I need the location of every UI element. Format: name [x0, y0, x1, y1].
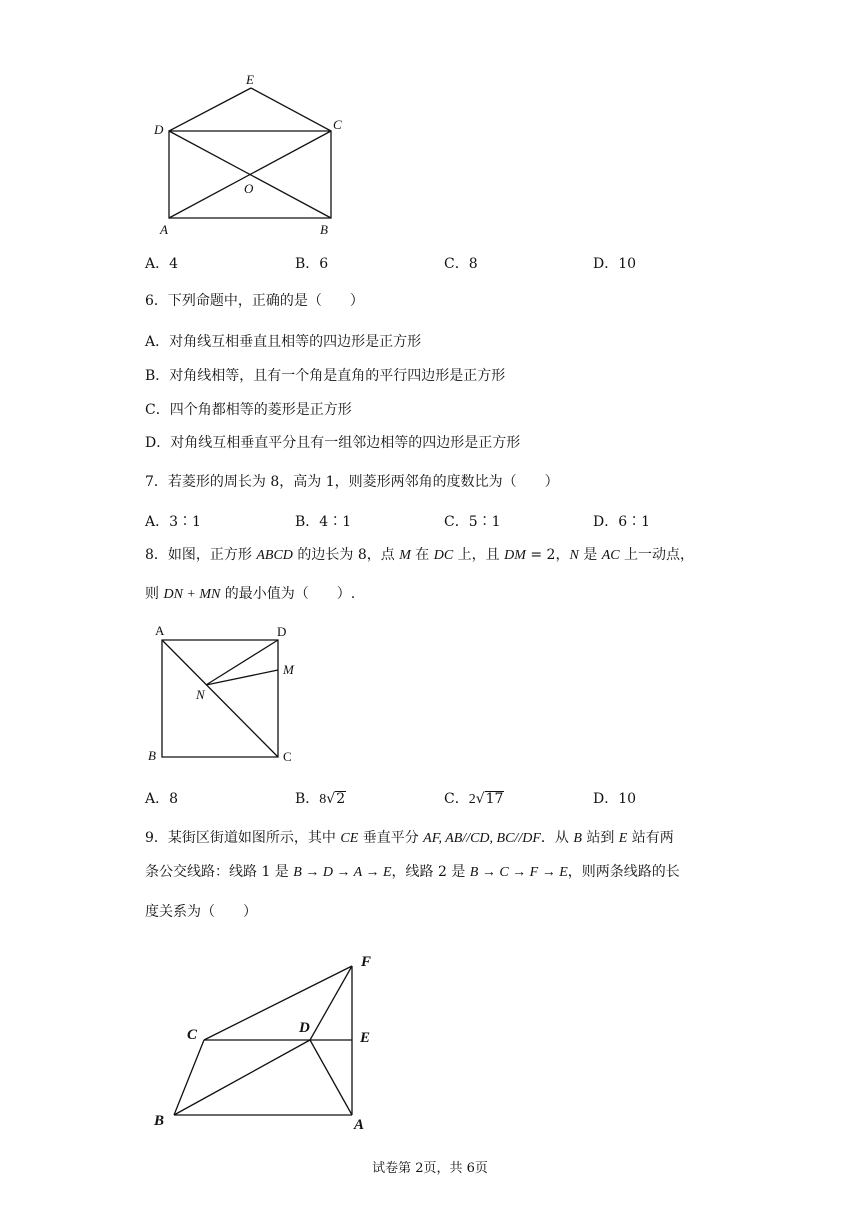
sq-label-n: N	[196, 687, 205, 702]
q9-stem-line3: 度关系为（ ）	[145, 904, 257, 920]
sq-label-m: M	[283, 662, 294, 677]
q5-option-c[interactable]: C．8	[444, 256, 478, 272]
q8-stem-line1: 8．如图，正方形 ABCD 的边长为 8，点 M 在 DC 上，且 DM = 2，N 是 AC 上一动点，	[145, 547, 695, 563]
q6-option-c[interactable]: C．四个角都相等的菱形是正方形	[145, 402, 352, 418]
q5-option-a[interactable]: A．4	[145, 256, 179, 272]
st-label-c: C	[187, 1027, 198, 1043]
q7-option-c[interactable]: C．5∶1	[444, 514, 501, 530]
q5-option-d[interactable]: D．10	[593, 256, 637, 272]
segment-cf	[204, 966, 352, 1040]
st-label-d: D	[299, 1020, 310, 1036]
q7-stem: 7．若菱形的周长为 8，高为 1，则菱形两邻角的度数比为（ ）	[145, 474, 559, 490]
q6-option-d[interactable]: D．对角线互相垂直平分且有一组邻边相等的四边形是正方形	[145, 435, 521, 451]
sqrt-icon: √	[475, 791, 485, 807]
q8-stem-line2: 则 DN + MN 的最小值为（ ）.	[145, 586, 356, 602]
sqrt-icon: √	[326, 791, 336, 807]
label-d: D	[154, 122, 164, 137]
label-e: E	[246, 72, 254, 87]
q9-stem-line1: 9．某街区街道如图所示，其中 CE 垂直平分 AF, AB//CD, BC//DF．从 B 站到 E 站有两	[145, 830, 674, 846]
segment-da	[310, 1040, 352, 1115]
q5-option-b[interactable]: B．6	[295, 256, 329, 272]
page-footer: 试卷第 2页，共 6页	[372, 1161, 488, 1176]
q7-option-d[interactable]: D．6∶1	[593, 514, 651, 530]
q9-stem-line2: 条公交线路：线路 1 是 B → D → A → E，线路 2 是 B → C → F → E，则两条线路的长	[145, 864, 680, 880]
label-a: A	[160, 222, 168, 237]
sq-label-c: C	[283, 749, 292, 764]
q8-option-b[interactable]: B．8√2	[295, 791, 346, 807]
q6-stem: 6．下列命题中，正确的是（ ）	[145, 293, 364, 309]
segment-bd	[174, 1040, 310, 1115]
q6-option-b[interactable]: B．对角线相等，且有一个角是直角的平行四边形是正方形	[145, 368, 506, 384]
q8-option-a[interactable]: A．8	[145, 791, 179, 807]
q8-option-c[interactable]: C．2√17	[444, 791, 504, 807]
label-b: B	[320, 222, 328, 237]
st-label-a: A	[354, 1117, 365, 1133]
sq-label-a: A	[155, 623, 165, 638]
st-label-b: B	[154, 1113, 165, 1129]
st-label-e: E	[360, 1030, 371, 1046]
label-o: O	[244, 181, 254, 196]
q7-option-b[interactable]: B．4∶1	[295, 514, 352, 530]
sq-label-d: D	[277, 624, 287, 639]
segment-cb	[174, 1040, 204, 1115]
label-c: C	[333, 117, 342, 132]
q7-option-a[interactable]: A．3∶1	[145, 514, 201, 530]
q6-option-a[interactable]: A．对角线互相垂直且相等的四边形是正方形	[145, 334, 422, 350]
sq-label-b: B	[148, 748, 156, 763]
q8-option-d[interactable]: D．10	[593, 791, 637, 807]
st-label-f: F	[361, 954, 372, 970]
